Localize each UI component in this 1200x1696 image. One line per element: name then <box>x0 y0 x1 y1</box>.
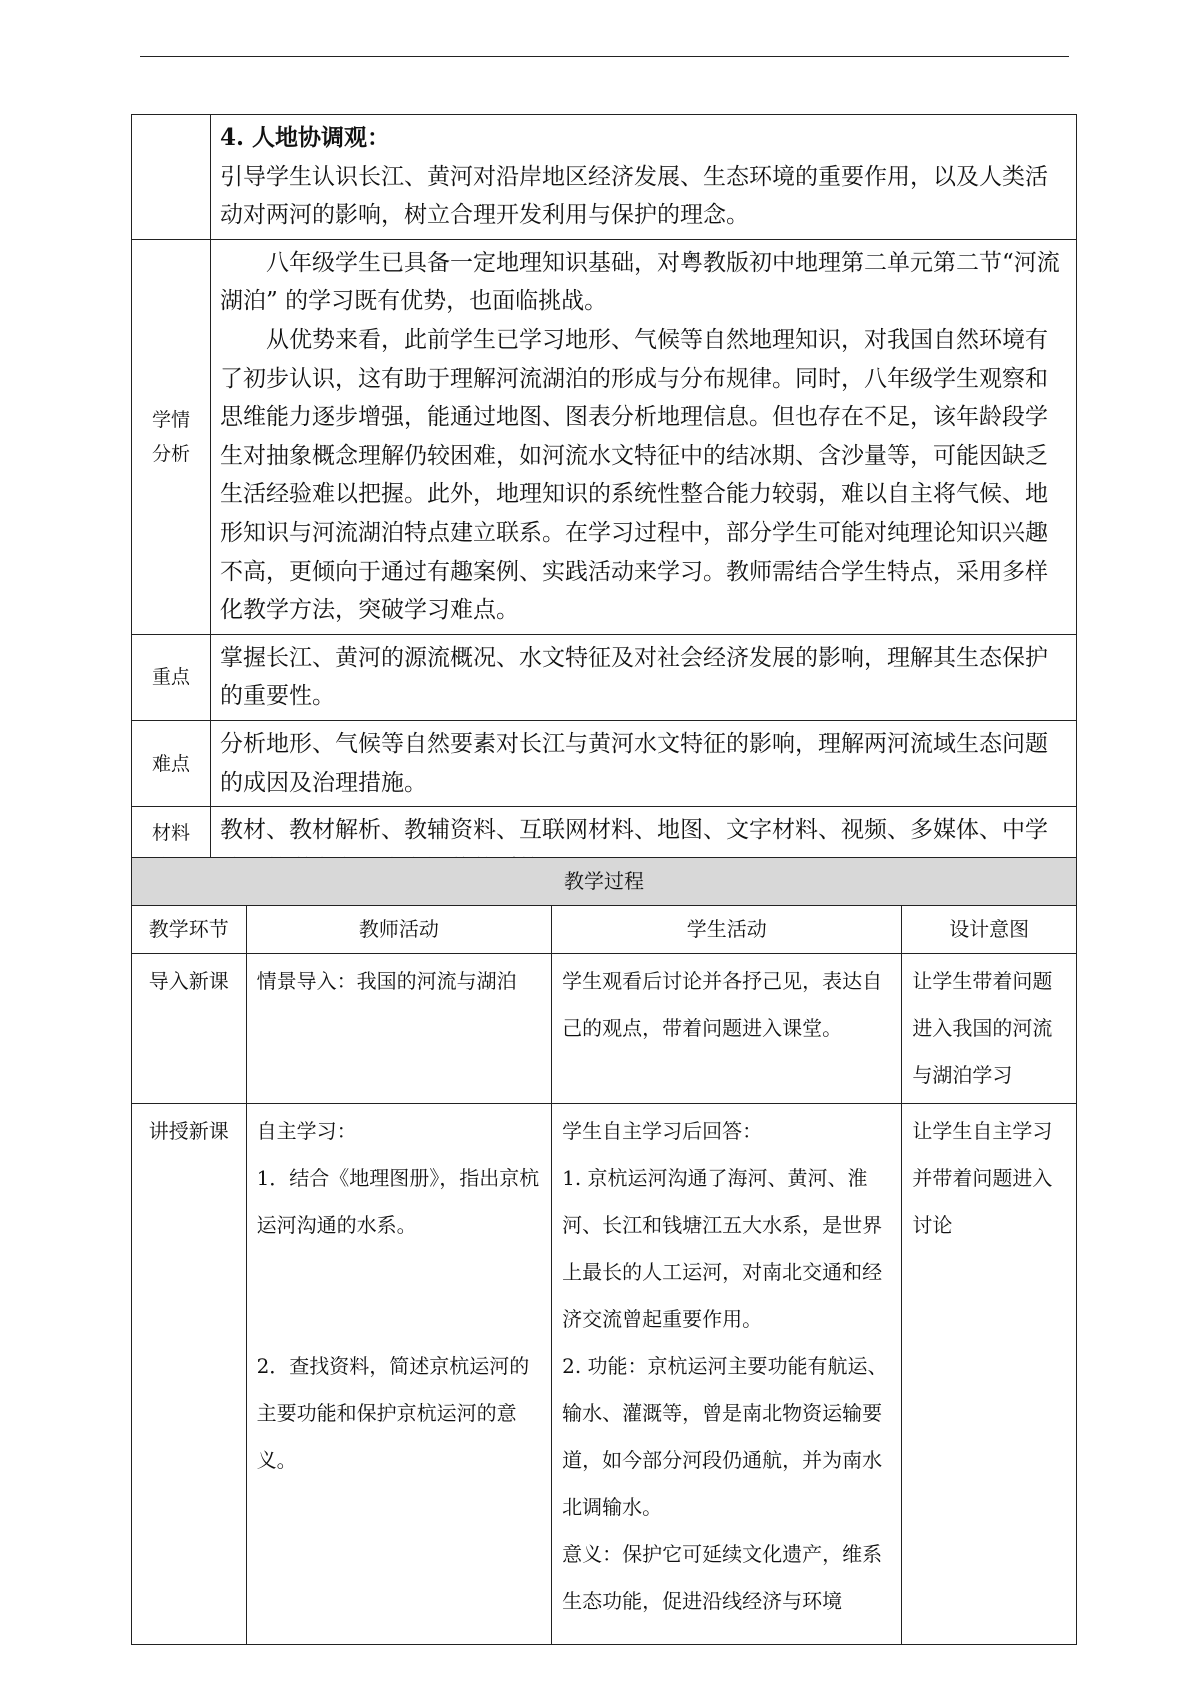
table-row <box>132 1104 1077 1645</box>
header-intent: 设计意图 <box>902 906 1077 954</box>
student-analysis-para1: 八年级学生已具备一定地理知识基础，对粤教版初中地理第二单元第二节“河流湖泊” 的学习既有优势，也面临挑战。 <box>220 249 1060 315</box>
stage-cell: 导入新课 <box>132 954 247 1104</box>
materials-label: 材料 <box>132 807 211 893</box>
key-points-row <box>132 634 1077 720</box>
materials-text: 教材、教材解析、教辅资料、互联网材料、地图、文字材料、视频、多媒体、中学 <box>211 807 1077 893</box>
student-analysis-para2: 从优势来看，此前学生已学习地形、气候等自然地理知识，对我国自然环境有了初步认识，这有助于理解河流湖泊的形成与分布规律。同时，八年级学生观察和思维能力逐步增强，能通过地图、图表分析地理信息。但也存在不足，该年龄段学生对抽象概念理解仍较困难，如河流水文特征中的结冰期、含沙量等，可能因缺乏生活经验难以把握。此外，地理知识的系统性整合能力较弱，难以自主将气候、地形知识与河流湖泊特点建立联系。在学习过程中，部分学生可能对纯理论知识兴趣不高，更倾向于通过有趣案例、实践活动来学习。教师需结合学生特点，采用多样化教学方法，突破学习难点。 <box>220 326 1048 624</box>
teaching-process-table <box>131 857 1077 1645</box>
header-student: 学生活动 <box>552 906 902 954</box>
objectives-heading: 4. 人地协调观： <box>220 124 391 151</box>
difficulties-text: 分析地形、气候等自然要素对长江与黄河水文特征的影响，理解两河流域生态问题的成因及治理措施。 <box>211 720 1077 806</box>
table-row <box>132 954 1077 1104</box>
objectives-row <box>132 115 1077 240</box>
key-points-text: 掌握长江、黄河的源流概况、水文特征及对社会经济发展的影响，理解其生态保护的重要性。 <box>211 634 1077 720</box>
intent-cell: 让学生带着问题进入我国的河流与湖泊学习 <box>902 954 1077 1104</box>
header-stage: 教学环节 <box>132 906 247 954</box>
student-cell: 学生自主学习后回答： 1. 京杭运河沟通了海河、黄河、淮河、长江和钱塘江五大水系，是世界上最长的人工运河，对南北交通和经济交流曾起重要作用。 2. 功能：京杭运河主要功能有航运、输水、灌溉等，曾是南北物资运输要道，如今部分河段仍通航，并为南水北调输水。 意义：保护它可延续文化遗产，维系生态功能，促进沿线经济与环境 <box>552 1104 902 1645</box>
objectives-content <box>211 115 1077 240</box>
process-title: 教学过程 <box>132 858 1077 906</box>
lesson-info-table <box>131 114 1077 893</box>
stage-cell: 讲授新课 <box>132 1104 247 1645</box>
objectives-text: 引导学生认识长江、黄河对沿岸地区经济发展、生态环境的重要作用，以及人类活动对两河的影响，树立合理开发利用与保护的理念。 <box>220 163 1048 229</box>
difficulties-label: 难点 <box>132 720 211 806</box>
difficulties-row <box>132 720 1077 806</box>
teacher-cell: 情景导入：我国的河流与湖泊 <box>246 954 552 1104</box>
header-teacher: 教师活动 <box>246 906 552 954</box>
student-analysis-content <box>211 239 1077 634</box>
student-analysis-label: 学情 分析 <box>132 239 211 634</box>
student-cell: 学生观看后讨论并各抒己见，表达自己的观点，带着问题进入课堂。 <box>552 954 902 1104</box>
teacher-cell: 自主学习： 1．结合《地理图册》，指出京杭运河沟通的水系。 2．查找资料，简述京杭运河的主要功能和保护京杭运河的意义。 <box>246 1104 552 1645</box>
student-analysis-row <box>132 239 1077 634</box>
objectives-label-cell <box>132 115 211 240</box>
process-header-row <box>132 906 1077 954</box>
key-points-label: 重点 <box>132 634 211 720</box>
intent-cell: 让学生自主学习并带着问题进入讨论 <box>902 1104 1077 1645</box>
header-rule <box>140 56 1069 57</box>
